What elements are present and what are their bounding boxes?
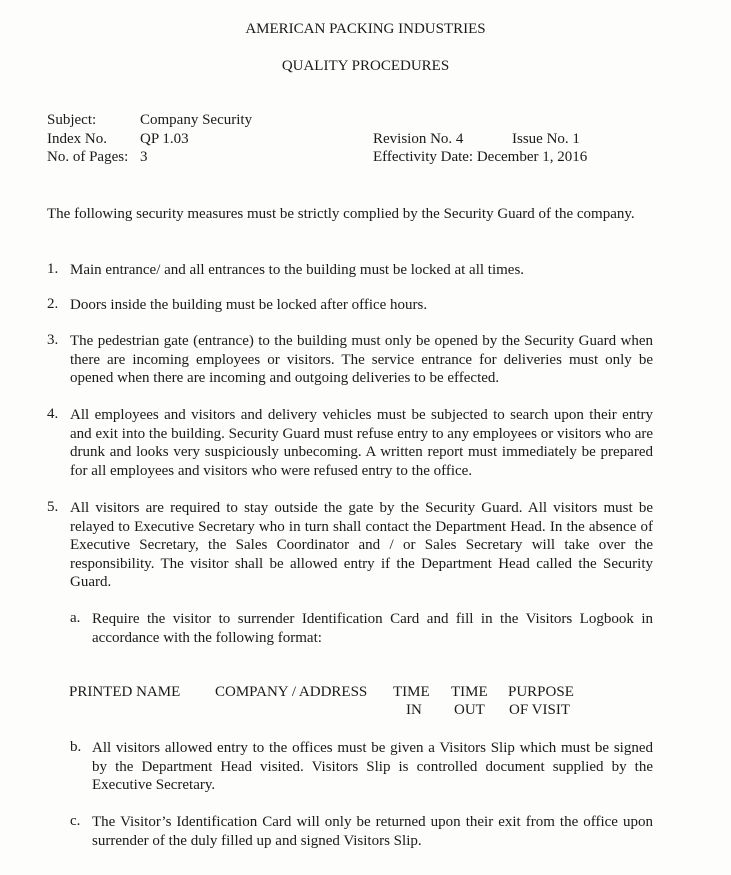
- subitem-b-letter: b.: [70, 739, 82, 755]
- intro-paragraph: The following security measures must be strictly complied by the Security Guard of the company.: [47, 206, 635, 222]
- subject-value: Company Security: [140, 112, 253, 128]
- subitem-a-letter: a.: [70, 610, 81, 626]
- item-5-text: All visitors are required to stay outside the gate by the Security Guard. All visitors must be relayed to Executive Secretary who in turn shall contact the Department Head. In the absence of Executive Secretary, the Sales Coordinator and / or Sales Secretary will take over the responsibility. The visitor shall be allowed entry if the Department Head called the Security Guard.: [70, 500, 653, 590]
- subitem-c-letter: c.: [70, 813, 81, 829]
- logbook-col-time-in: TIME: [393, 684, 430, 700]
- logbook-col-time-in-sub: IN: [406, 702, 422, 718]
- logbook-col-purpose: PURPOSE: [508, 684, 574, 700]
- subitem-c-text: The Visitor’s Identification Card will only be returned upon their exit from the office upon surrender of the duly filled up and signed Visitors Slip.: [92, 814, 653, 849]
- index-label: Index No.: [47, 131, 107, 147]
- item-3-text: The pedestrian gate (entrance) to the building must only be opened by the Security Guard when there are incoming employees or visitors. The service entrance for deliveries must only be opened when there are incoming and outgoing deliveries to be effected.: [70, 333, 653, 386]
- item-1-number: 1.: [47, 261, 59, 277]
- item-2-text: Doors inside the building must be locked after office hours.: [70, 297, 428, 313]
- logbook-col-time-out: TIME: [451, 684, 488, 700]
- logbook-col-company-address: COMPANY / ADDRESS: [215, 684, 368, 700]
- item-2-number: 2.: [47, 296, 59, 312]
- item-3-number: 3.: [47, 332, 59, 348]
- company-name: AMERICAN PACKING INDUSTRIES: [245, 21, 486, 37]
- item-4-number: 4.: [47, 406, 59, 422]
- revision-number: Revision No. 4: [373, 131, 464, 147]
- effectivity-date: Effectivity Date: December 1, 2016: [373, 149, 588, 165]
- logbook-col-printed-name: PRINTED NAME: [69, 684, 181, 700]
- pages-label: No. of Pages:: [47, 149, 129, 165]
- item-5-number: 5.: [47, 499, 59, 515]
- document-title: QUALITY PROCEDURES: [281, 58, 450, 74]
- logbook-col-purpose-sub: OF VISIT: [509, 702, 570, 718]
- issue-number: Issue No. 1: [512, 131, 580, 147]
- subitem-a-text: Require the visitor to surrender Identification Card and fill in the Visitors Logbook in accordance with the following format:: [92, 611, 653, 646]
- subitem-b-text: All visitors allowed entry to the offices must be given a Visitors Slip which must be signed by the Department Head visited. Visitors Slip is controlled document supplied by the Executive Secretary.: [92, 740, 653, 793]
- subject-label: Subject:: [47, 112, 97, 128]
- index-value: QP 1.03: [140, 131, 189, 147]
- item-1-text: Main entrance/ and all entrances to the building must be locked at all times.: [70, 262, 525, 278]
- logbook-col-time-out-sub: OUT: [454, 702, 485, 718]
- pages-value: 3: [140, 149, 148, 165]
- item-4-text: All employees and visitors and delivery vehicles must be subjected to search upon their entry and exit into the building. Security Guard must refuse entry to any employees or visitors who are drunk and looks very suspiciously unbecoming. A written report must immediately be prepared for all employees and visitors who were refused entry to the office.: [70, 407, 653, 479]
